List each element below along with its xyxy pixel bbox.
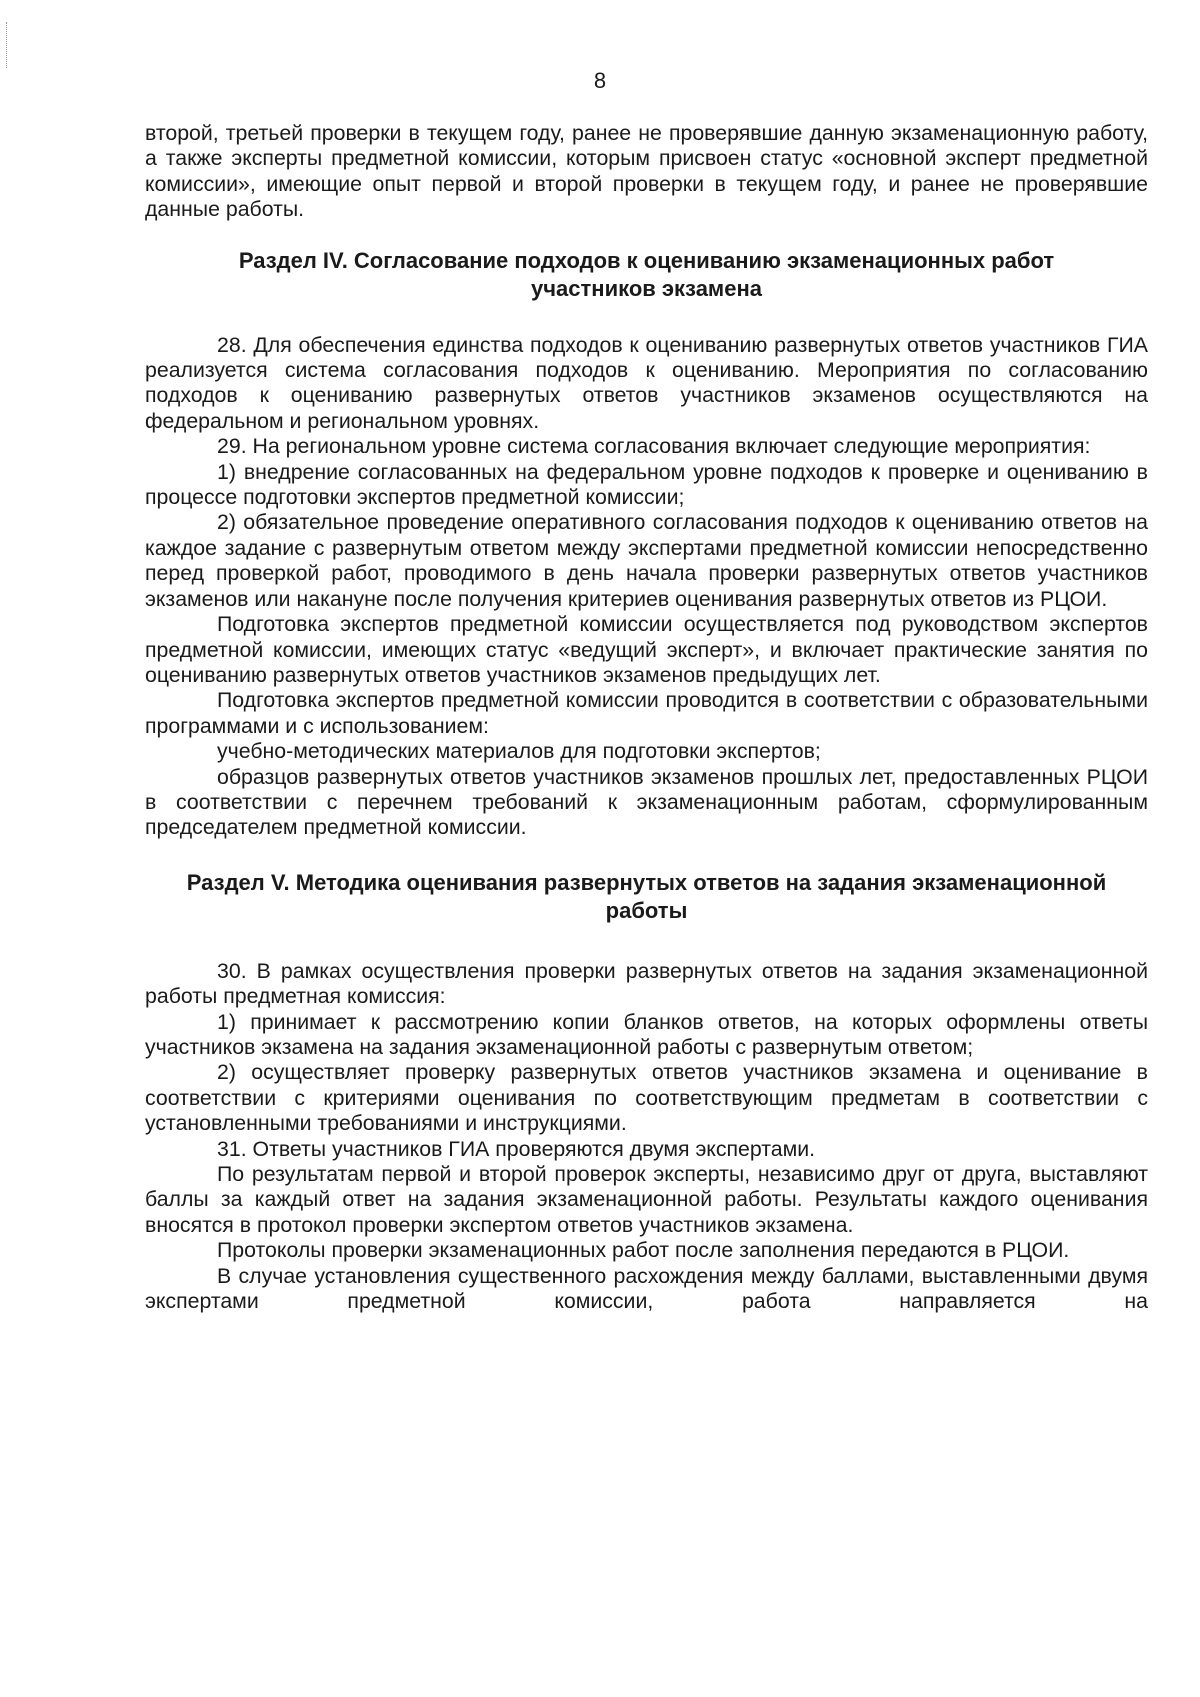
paragraph-check-results: По результатам первой и второй проверок эксперты, независимо друг от друга, выставляют баллы за каждый ответ на задания экзаменационной работы. Результаты каждого оценивания вносятся в протокол проверки экспертом ответов участников экзамена.	[145, 1162, 1148, 1237]
list-item-29-2: 2) обязательное проведение оперативного согласования подходов к оцениванию ответов на каждое задание с развернутым ответом между экспертами предметной комиссии непосредственно перед проверкой работ, проводимого в день начала проверки развернутых ответов участников экзаменов или накануне после получения критериев оценивания развернутых ответов из РЦОИ.	[145, 510, 1148, 611]
list-item-answer-samples: образцов развернутых ответов участников экзаменов прошлых лет, предоставленных РЦОИ в соответствии с перечнем требований к экзаменационным работам, сформулированным председателем предметной комиссии.	[145, 764, 1148, 840]
section-4-heading: Раздел IV. Согласование подходов к оцениванию экзаменационных работ участников экзамена	[238, 247, 1055, 301]
list-item-30-2: 2) осуществляет проверку развернутых ответов участников экзамена и оценивание в соответствии с критериями оценивания по соответствующим предметам в соответствии с установленными требованиями и инструкциями.	[145, 1060, 1148, 1136]
list-item-30-1: 1) принимает к рассмотрению копии бланков ответов, на которых оформлены ответы участников экзамена на задания экзаменационной работы с развернутым ответом;	[145, 1009, 1148, 1059]
paragraph-protocols: Протоколы проверки экзаменационных работ после заполнения передаются в РЦОИ.	[217, 1238, 1070, 1263]
paragraph-training-programs: Подготовка экспертов предметной комиссии проводится в соответствии с образовательными программами и с использованием:	[145, 688, 1148, 738]
page-number: 8	[593, 68, 607, 93]
list-item-methodical-materials: учебно-методических материалов для подготовки экспертов;	[217, 739, 821, 764]
paragraph-28: 28. Для обеспечения единства подходов к оцениванию развернутых ответов участников ГИА реализуется система согласования подходов к оцениванию. Мероприятия по согласованию подходов к оцениванию развернутых ответов участников экзаменов осуществляются на федеральном и региональном уровнях.	[145, 332, 1148, 433]
section-5-heading: Раздел V. Методика оценивания развернутых ответов на задания экзаменационной работы	[186, 869, 1107, 923]
paragraph-30: 30. В рамках осуществления проверки развернутых ответов на задания экзаменационной работы предметная комиссия:	[145, 958, 1148, 1009]
list-item-29-1: 1) внедрение согласованных на федеральном уровне подходов к проверке и оцениванию в процессе подготовки экспертов предметной комиссии;	[145, 459, 1148, 510]
page-content	[145, 121, 1148, 1314]
paragraph-29: 29. На региональном уровне система согласования включает следующие мероприятия:	[217, 434, 1091, 459]
paragraph-31: 31. Ответы участников ГИА проверяются двумя экспертами.	[217, 1136, 816, 1161]
paragraph-expert-training: Подготовка экспертов предметной комиссии осуществляется под руководством экспертов предметной комиссии, имеющих статус «ведущий эксперт», и включает практические занятия по оцениванию развернутых ответов участников экзаменов предыдущих лет.	[145, 612, 1148, 687]
paragraph-discrepancy: В случае установления существенного расхождения между баллами, выставленными двумя экспертами предметной комиссии, работа направляется на	[145, 1263, 1148, 1314]
intro-paragraph: второй, третьей проверки в текущем году, ранее не проверявшие данную экзаменационную работу, а также эксперты предметной комиссии, которым присвоен статус «основной эксперт предметной комиссии», имеющие опыт первой и второй проверки в текущем году, и ранее не проверявшие данные работы.	[145, 121, 1148, 222]
scan-edge-marks	[6, 22, 9, 68]
